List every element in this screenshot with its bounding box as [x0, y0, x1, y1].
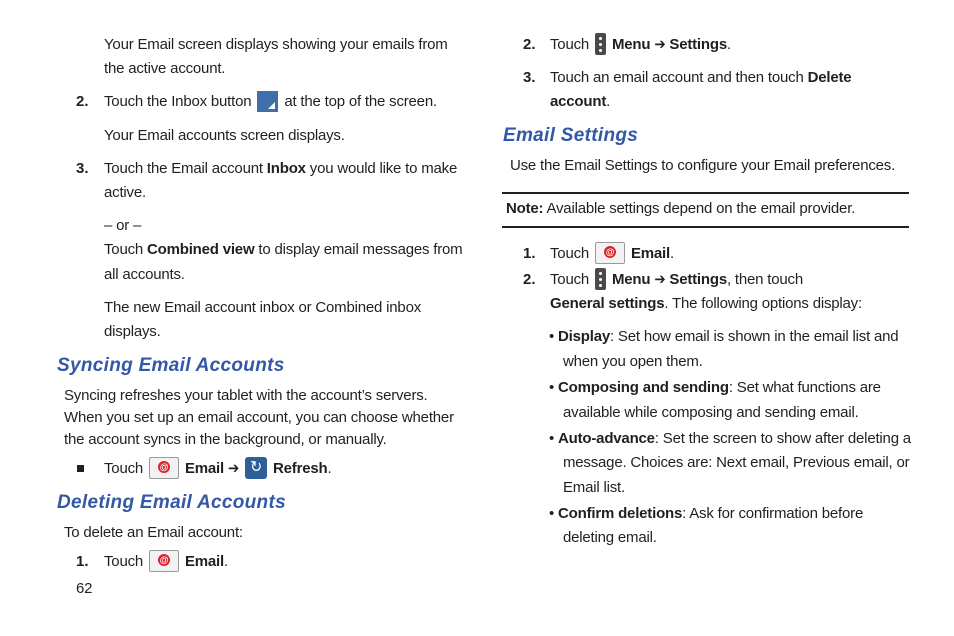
- step-text: Touch an email account and then touch: [550, 69, 804, 86]
- step-text: at the top of the screen.: [284, 93, 437, 110]
- square-bullet: [77, 465, 84, 472]
- step-bold: Settings: [669, 271, 727, 288]
- option-auto-advance: • Auto-advance: Set the screen to show after deleting a: [549, 430, 911, 447]
- delete-intro: To delete an Email account:: [64, 524, 243, 541]
- delete-step-3-cont: account.: [550, 93, 611, 110]
- step-text: Touch the Inbox button: [104, 93, 252, 110]
- step-text: Touch: [550, 36, 590, 53]
- settings-step-2: [550, 268, 803, 292]
- step-text: you would like to make: [309, 160, 458, 177]
- delete-step-2: Touch Menu ➔ Settings.: [550, 33, 731, 57]
- option-composing-cont: available while composing and sending email.: [563, 404, 859, 421]
- option-composing: • Composing and sending: Set what functions are: [549, 379, 881, 396]
- step-number: 2.: [76, 93, 89, 110]
- option-auto-advance-cont2: Email list.: [563, 479, 625, 496]
- step-bold: account: [550, 93, 607, 110]
- step-text: to display email messages from: [258, 241, 463, 258]
- step-bold: General settings: [550, 295, 665, 312]
- step-text: . The following options display:: [664, 295, 862, 312]
- option-title: Confirm deletions: [558, 505, 683, 522]
- step-number: 3.: [76, 160, 89, 177]
- settings-step-2-cont: [550, 292, 862, 316]
- step-bold: Email: [184, 460, 224, 477]
- email-icon: @: [149, 457, 179, 479]
- option-title: Composing and sending: [558, 379, 729, 396]
- accounts-screen-text: Your Email accounts screen displays.: [104, 127, 345, 144]
- option-display-cont: when you open them.: [563, 353, 703, 370]
- step-bold: Refresh: [273, 460, 328, 477]
- delete-step-3: [550, 66, 851, 90]
- step-text: , then touch: [726, 271, 803, 288]
- step-bold: Settings: [669, 36, 727, 53]
- step-bold: Delete: [807, 69, 852, 86]
- step-inbox-account: [104, 157, 457, 181]
- step-bold: Menu: [611, 271, 651, 288]
- step-text: Touch: [550, 245, 590, 262]
- step-number: 3.: [523, 69, 536, 86]
- step-number: 1.: [523, 245, 536, 262]
- note-label: Note:: [506, 200, 544, 217]
- step-text: Touch: [104, 241, 144, 258]
- or-separator: – or –: [104, 217, 142, 234]
- step-text: Touch: [104, 553, 144, 570]
- email-icon: @: [149, 550, 179, 572]
- step-number: 2.: [523, 36, 536, 53]
- new-inbox-line-2: displays.: [104, 323, 161, 340]
- note-bottom-rule: [502, 226, 909, 228]
- sync-text-3: the account syncs in the background, or manually.: [64, 431, 387, 448]
- option-text: : Set the screen to show after deleting a: [654, 430, 911, 447]
- arrow-icon: ➔: [654, 271, 666, 288]
- option-text: : Set how email is shown in the email list and: [610, 328, 899, 345]
- settings-step-1: Touch @ Email.: [550, 242, 674, 266]
- arrow-icon: ➔: [227, 460, 240, 477]
- combined-view-cont: all accounts.: [104, 266, 185, 283]
- step-bold: Menu: [611, 36, 651, 53]
- step-inbox-button: [104, 90, 437, 114]
- heading-deleting: Deleting Email Accounts: [57, 492, 286, 513]
- note-text: Available settings depend on the email provider.: [546, 200, 856, 217]
- new-inbox-line-1: The new Email account inbox or Combined inbox: [104, 299, 422, 316]
- combined-view-line: [104, 238, 462, 262]
- heading-syncing: Syncing Email Accounts: [57, 355, 285, 376]
- option-text: : Set what functions are: [728, 379, 881, 396]
- note-top-rule: [502, 192, 909, 194]
- step-number: 2.: [523, 271, 536, 288]
- option-text: : Ask for confirmation before: [682, 505, 864, 522]
- intro-line-1: Your Email screen displays showing your emails from: [104, 36, 448, 53]
- step-bold: Email: [184, 553, 224, 570]
- sync-instruction: Touch @ Email ➔ ↻ Refresh.: [104, 457, 331, 481]
- sync-text-2: When you set up an email account, you can choose whether: [64, 409, 454, 426]
- refresh-icon: ↻: [245, 457, 267, 479]
- step-bold: Email: [630, 245, 670, 262]
- step-text: Touch: [550, 271, 590, 288]
- option-auto-advance-cont: message. Choices are: Next email, Previous email, or: [563, 454, 910, 471]
- note: [506, 197, 855, 221]
- option-confirm-deletions: • Confirm deletions: Ask for confirmation before: [549, 505, 864, 522]
- heading-email-settings: Email Settings: [503, 125, 639, 146]
- option-confirm-deletions-cont: deleting email.: [563, 529, 657, 546]
- option-title: Auto-advance: [558, 430, 655, 447]
- step-number: 1.: [76, 553, 89, 570]
- settings-intro: Use the Email Settings to configure your Email preferences.: [510, 157, 896, 174]
- delete-step-1: Touch @ Email.: [104, 550, 228, 574]
- step-text: Touch the Email account: [104, 160, 263, 177]
- step-bold: Combined view: [147, 241, 255, 258]
- step-text: Touch: [104, 460, 144, 477]
- menu-icon: [595, 268, 606, 290]
- sync-text-1: Syncing refreshes your tablet with the account’s servers.: [64, 387, 428, 404]
- inbox-icon: [257, 91, 278, 112]
- option-display: • Display: Set how email is shown in the email list and: [549, 328, 899, 345]
- step-bold: Inbox: [266, 160, 306, 177]
- intro-line-2: the active account.: [104, 60, 226, 77]
- step-inbox-account-cont: active.: [104, 184, 146, 201]
- email-icon: @: [595, 242, 625, 264]
- menu-icon: [595, 33, 606, 55]
- option-title: Display: [558, 328, 610, 345]
- arrow-icon: ➔: [654, 36, 666, 53]
- page-number: 62: [76, 580, 93, 597]
